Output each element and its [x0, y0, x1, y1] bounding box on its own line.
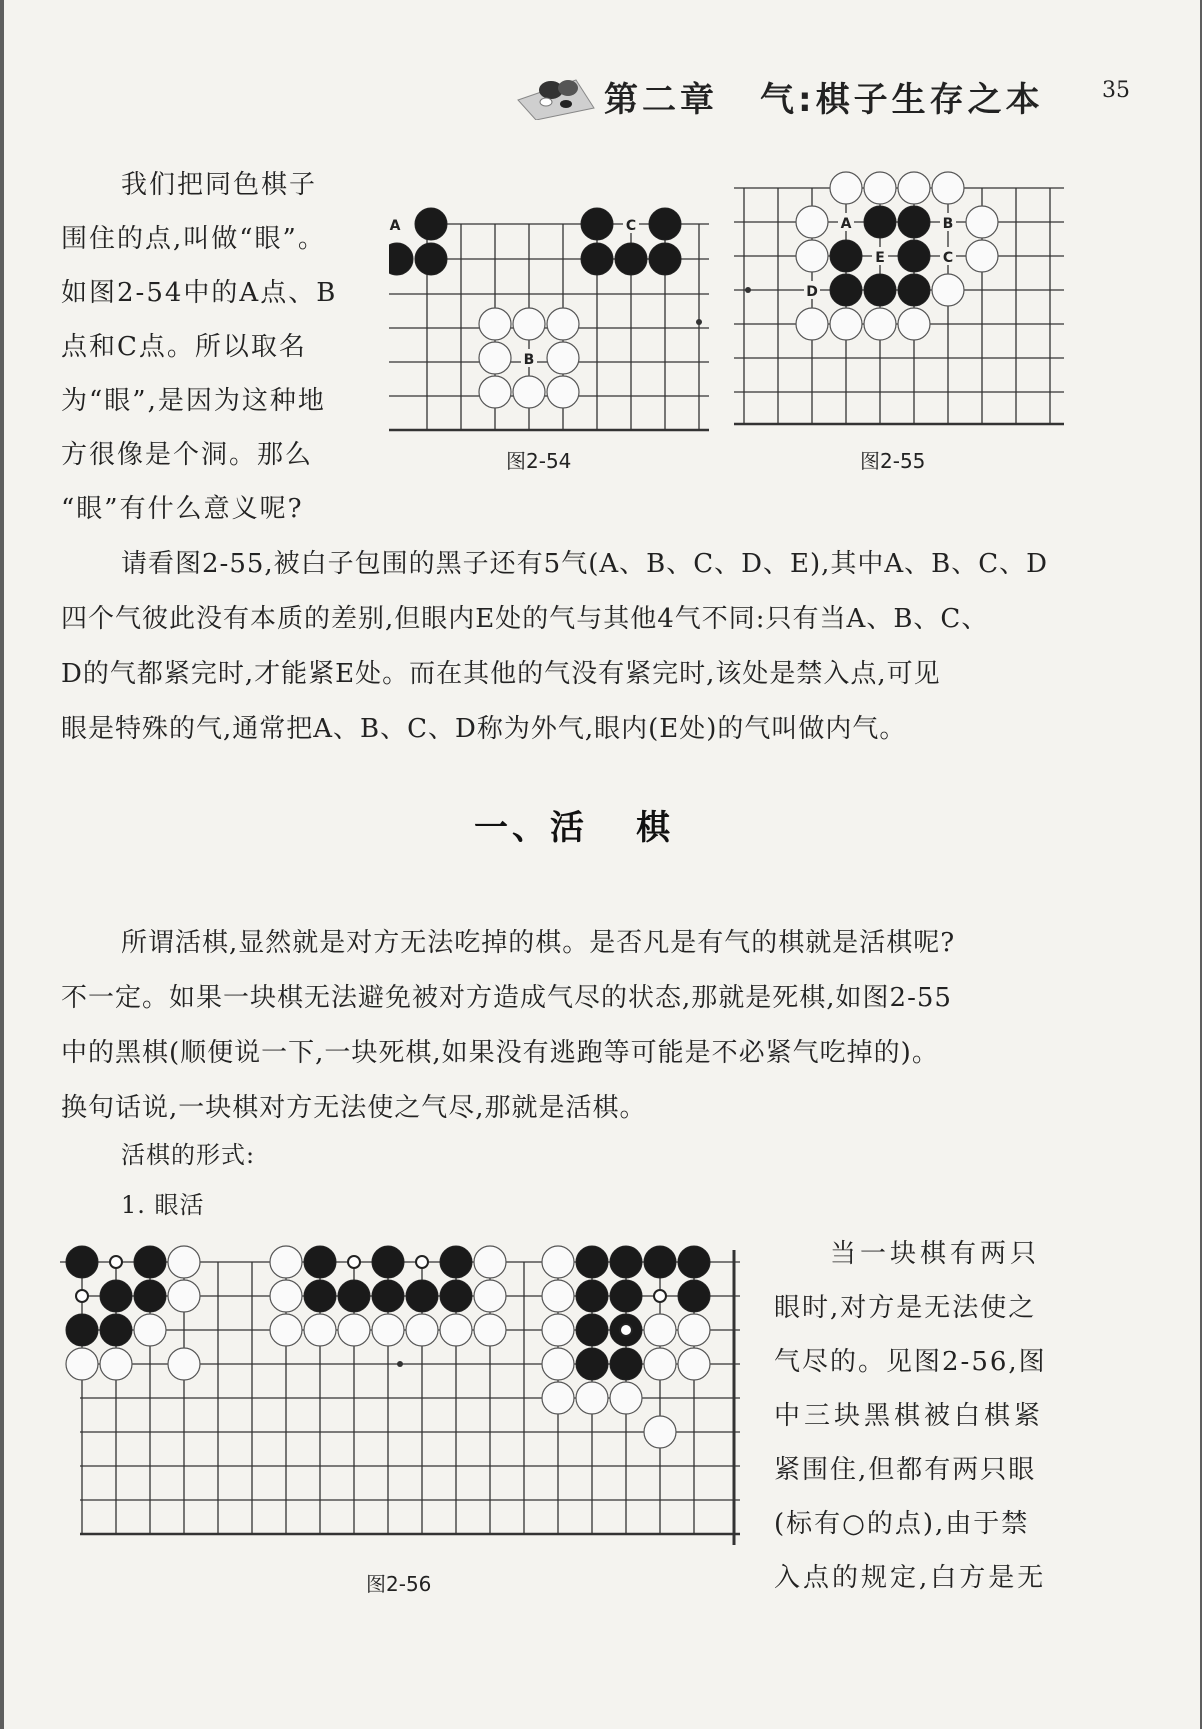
label-c: C — [942, 250, 954, 266]
figure-2-54-board — [389, 200, 709, 440]
label-b: B — [523, 352, 535, 368]
side-line: 气尽的。见图2-56,图 — [774, 1347, 1047, 1377]
go-board-icon — [516, 70, 596, 120]
label-a: A — [389, 218, 401, 234]
paragraph-line: D的气都紧完时,才能紧E处。而在其他的气没有紧完时,该处是禁入点,可见 — [61, 659, 941, 689]
intro-line: “眼”有什么意义呢? — [61, 494, 304, 524]
figure-2-56-caption: 图2-56 — [366, 1572, 432, 1596]
figure-2-55-board — [734, 170, 1074, 432]
paragraph-line: 中的黑棋(顺便说一下,一块死棋,如果没有逃跑等可能是不必紧气吃掉的)。 — [61, 1038, 939, 1068]
figure-2-56-board — [60, 1240, 750, 1560]
side-line: (标有○的点),由于禁 — [774, 1509, 1030, 1539]
paragraph-line: 所谓活棋,显然就是对方无法吃掉的棋。是否凡是有气的棋就是活棋呢? — [121, 928, 956, 958]
side-line: 当一块棋有两只 — [830, 1239, 1041, 1269]
label-d: D — [806, 284, 818, 300]
forms-heading: 活棋的形式: — [121, 1141, 256, 1169]
side-line: 中三块黑棋被白棋紧 — [774, 1401, 1045, 1431]
side-line: 入点的规定,白方是无 — [774, 1563, 1047, 1593]
figure-2-55-caption: 图2-55 — [860, 449, 926, 473]
paragraph-line: 不一定。如果一块棋无法避免被对方造成气尽的状态,那就是死棋,如图2-55 — [61, 983, 952, 1013]
label-b: B — [942, 216, 954, 232]
paragraph-line: 请看图2-55,被白子包围的黑子还有5气(A、B、C、D、E),其中A、B、C、D — [121, 549, 1048, 579]
label-a: A — [840, 216, 852, 232]
intro-line: 为“眼”,是因为这种地 — [61, 386, 326, 416]
intro-line: 如图2-54中的A点、B — [61, 278, 338, 308]
paragraph-line: 四个气彼此没有本质的差别,但眼内E处的气与其他4气不同:只有当A、B、C、 — [61, 604, 989, 634]
paragraph-line: 眼是特殊的气,通常把A、B、C、D称为外气,眼内(E处)的气叫做内气。 — [61, 714, 907, 744]
side-line: 眼时,对方是无法使之 — [774, 1293, 1037, 1323]
paragraph-line: 换句话说,一块棋对方无法使之气尽,那就是活棋。 — [61, 1093, 647, 1123]
subheading-eye-life: 1. 眼活 — [121, 1191, 205, 1219]
side-line: 紧围住,但都有两只眼 — [774, 1455, 1037, 1485]
intro-line: 点和C点。所以取名 — [61, 332, 307, 362]
page-number: 35 — [1102, 78, 1130, 103]
section-title: 一、活 棋 — [474, 808, 674, 848]
book-page — [4, 0, 1200, 1729]
label-e: E — [875, 250, 885, 266]
intro-line: 围住的点,叫做“眼”。 — [61, 224, 326, 254]
intro-line: 我们把同色棋子 — [121, 170, 318, 200]
chapter-title: 第二章 气:棋子生存之本 — [604, 80, 1044, 120]
intro-line: 方很像是个洞。那么 — [61, 440, 314, 470]
label-c: C — [625, 218, 637, 234]
figure-2-54-caption: 图2-54 — [506, 449, 572, 473]
